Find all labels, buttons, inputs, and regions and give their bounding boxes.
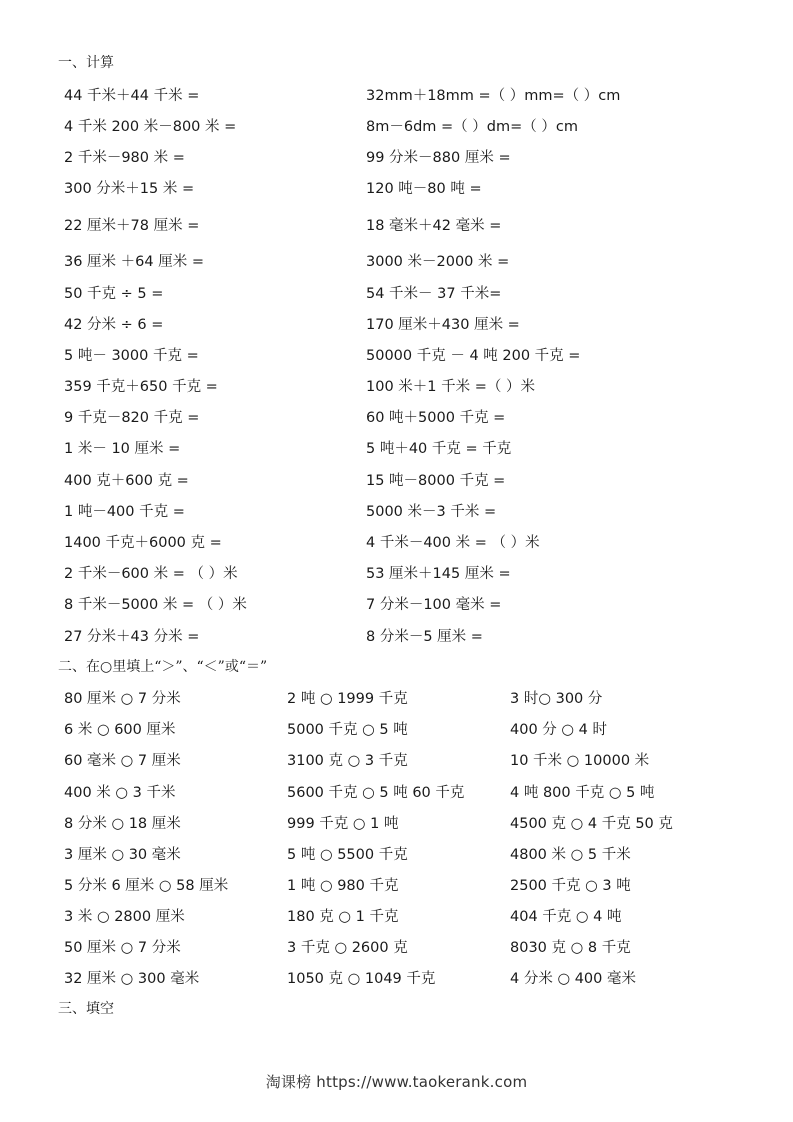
calc-item: 60 吨＋5000 千克 = — [366, 410, 506, 426]
calc-item: 32mm＋18mm =（ ）mm=（ ）cm — [366, 88, 621, 104]
compare-item: 5 吨 ○ 5500 千克 — [287, 847, 408, 863]
calc-item: 36 厘米 ＋64 厘米 = — [64, 254, 204, 270]
calc-item: 4 千米 200 米－800 米 = — [64, 119, 237, 135]
calc-item: 99 分米－880 厘米 = — [366, 150, 511, 166]
compare-item: 180 克 ○ 1 千克 — [287, 909, 399, 925]
calc-item: 1 米－ 10 厘米 = — [64, 441, 181, 457]
compare-item: 4 分米 ○ 400 毫米 — [510, 971, 636, 987]
compare-item: 4800 米 ○ 5 千米 — [510, 847, 631, 863]
compare-item: 4 吨 800 千克 ○ 5 吨 — [510, 785, 655, 801]
compare-item: 8030 克 ○ 8 千克 — [510, 940, 631, 956]
calc-item: 8m－6dm =（ ）dm=（ ）cm — [366, 119, 578, 135]
calc-item: 300 分米＋15 米 = — [64, 181, 195, 197]
compare-item: 5000 千克 ○ 5 吨 — [287, 722, 408, 738]
compare-item: 8 分米 ○ 18 厘米 — [64, 816, 181, 832]
compare-item: 404 千克 ○ 4 吨 — [510, 909, 622, 925]
calc-item: 15 吨－8000 千克 = — [366, 473, 506, 489]
compare-item: 80 厘米 ○ 7 分米 — [64, 691, 181, 707]
calc-item: 2 千米－980 米 = — [64, 150, 185, 166]
compare-item: 2500 千克 ○ 3 吨 — [510, 878, 631, 894]
compare-item: 2 吨 ○ 1999 千克 — [287, 691, 408, 707]
footer-watermark: 淘课榜 https://www.taokerank.com — [265, 1073, 528, 1091]
calc-item: 100 米＋1 千米 =（ ）米 — [366, 379, 535, 395]
calc-item: 22 厘米＋78 厘米 = — [64, 218, 200, 234]
compare-item: 400 米 ○ 3 千米 — [64, 785, 176, 801]
compare-item: 6 米 ○ 600 厘米 — [64, 722, 176, 738]
calc-item: 42 分米 ÷ 6 = — [64, 317, 164, 333]
calc-item: 5000 米－3 千米 = — [366, 504, 497, 520]
compare-item: 999 千克 ○ 1 吨 — [287, 816, 399, 832]
section-2-title: 二、在○里填上“＞”、“＜”或“＝” — [58, 659, 268, 675]
calc-item: 53 厘米＋145 厘米 = — [366, 566, 511, 582]
section-1-title: 一、计算 — [58, 55, 114, 71]
compare-item: 3 厘米 ○ 30 毫米 — [64, 847, 181, 863]
calc-item: 359 千克＋650 千克 = — [64, 379, 218, 395]
compare-item: 3 米 ○ 2800 厘米 — [64, 909, 185, 925]
compare-item: 32 厘米 ○ 300 毫米 — [64, 971, 200, 987]
calc-item: 54 千米－ 37 千米= — [366, 286, 502, 302]
calc-item: 3000 米－2000 米 = — [366, 254, 510, 270]
compare-item: 1 吨 ○ 980 千克 — [287, 878, 399, 894]
calc-item: 4 千米－400 米 = （ ）米 — [366, 535, 540, 551]
calc-item: 2 千米－600 米 = （ ）米 — [64, 566, 238, 582]
calc-item: 9 千克－820 千克 = — [64, 410, 200, 426]
compare-item: 3 时○ 300 分 — [510, 691, 603, 707]
compare-item: 3100 克 ○ 3 千克 — [287, 753, 408, 769]
calc-item: 27 分米＋43 分米 = — [64, 629, 200, 645]
compare-item: 5 分米 6 厘米 ○ 58 厘米 — [64, 878, 229, 894]
calc-item: 5 吨＋40 千克 = 千克 — [366, 441, 512, 457]
compare-item: 5600 千克 ○ 5 吨 60 千克 — [287, 785, 465, 801]
calc-item: 5 吨－ 3000 千克 = — [64, 348, 199, 364]
calc-item: 400 克＋600 克 = — [64, 473, 189, 489]
calc-item: 50000 千克 － 4 吨 200 千克 = — [366, 348, 581, 364]
calc-item: 8 分米－5 厘米 = — [366, 629, 483, 645]
compare-item: 60 毫米 ○ 7 厘米 — [64, 753, 181, 769]
compare-item: 10 千米 ○ 10000 米 — [510, 753, 650, 769]
section-3-title: 三、填空 — [58, 1001, 114, 1017]
compare-item: 50 厘米 ○ 7 分米 — [64, 940, 181, 956]
calc-item: 1 吨－400 千克 = — [64, 504, 185, 520]
calc-item: 8 千米－5000 米 = （ ）米 — [64, 597, 247, 613]
calc-item: 18 毫米＋42 毫米 = — [366, 218, 502, 234]
calc-item: 7 分米－100 毫米 = — [366, 597, 502, 613]
calc-item: 170 厘米＋430 厘米 = — [366, 317, 520, 333]
compare-item: 1050 克 ○ 1049 千克 — [287, 971, 436, 987]
compare-item: 4500 克 ○ 4 千克 50 克 — [510, 816, 673, 832]
compare-item: 400 分 ○ 4 时 — [510, 722, 607, 738]
calc-item: 44 千米＋44 千米 = — [64, 88, 200, 104]
calc-item: 1400 千克＋6000 克 = — [64, 535, 222, 551]
calc-item: 120 吨－80 吨 = — [366, 181, 482, 197]
compare-item: 3 千克 ○ 2600 克 — [287, 940, 408, 956]
calc-item: 50 千克 ÷ 5 = — [64, 286, 164, 302]
